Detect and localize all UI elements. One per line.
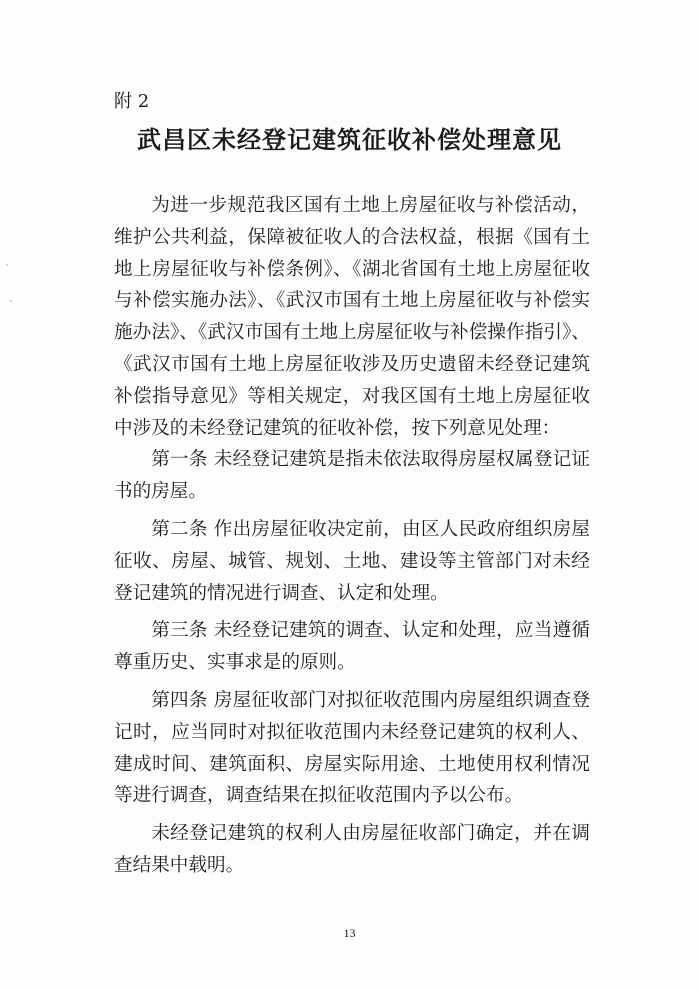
- article-4-paragraph: 第四条 房屋征收部门对拟征收范围内房屋组织调查登记时，应当同时对拟征收范围内未经登记建筑的权利人、建成时间、建筑面积、房屋实际用途、土地使用权利情况等进行调查，调查结果在拟征收范围内予以公布。: [114, 689, 590, 807]
- page-number: 13: [343, 926, 356, 940]
- article-1-paragraph: 第一条 未经登记建筑是指未依法取得房屋权属登记证书的房屋。: [114, 449, 590, 503]
- article-4-continuation-paragraph: 未经登记建筑的权利人由房屋征收部门确定，并在调查结果中载明。: [114, 823, 590, 876]
- attachment-label: 附 2: [114, 91, 150, 112]
- scan-speck: [6, 264, 8, 266]
- intro-paragraph: 为进一步规范我区国有土地上房屋征收与补偿活动，维护公共利益，保障被征收人的合法权益，根据《国有土地上房屋征收与补偿条例》、《湖北省国有土地上房屋征收与补偿实施办法》、《武汉市国有土地上房屋征收与补偿实施办法》、《武汉市国有土地上房屋征收与补偿操作指引》、《武汉市国有土地上房屋征收涉及历史遗留未经登记建筑补偿指导意见》等相关规定，对我区国有土地上房屋征收中涉及的未经登记建筑的征收补偿，按下列意见处理：: [114, 195, 590, 439]
- article-2-paragraph: 第二条 作出房屋征收决定前，由区人民政府组织房屋征收、房屋、城管、规划、土地、建设等主管部门对未经登记建筑的情况进行调查、认定和处理。: [114, 518, 590, 604]
- scan-speck: [10, 300, 12, 302]
- article-3-paragraph: 第三条 未经登记建筑的调查、认定和处理，应当遵循尊重历史、实事求是的原则。: [114, 620, 590, 674]
- document-body: [114, 190, 590, 882]
- document-title: 武昌区未经登记建筑征收补偿处理意见: [137, 126, 562, 154]
